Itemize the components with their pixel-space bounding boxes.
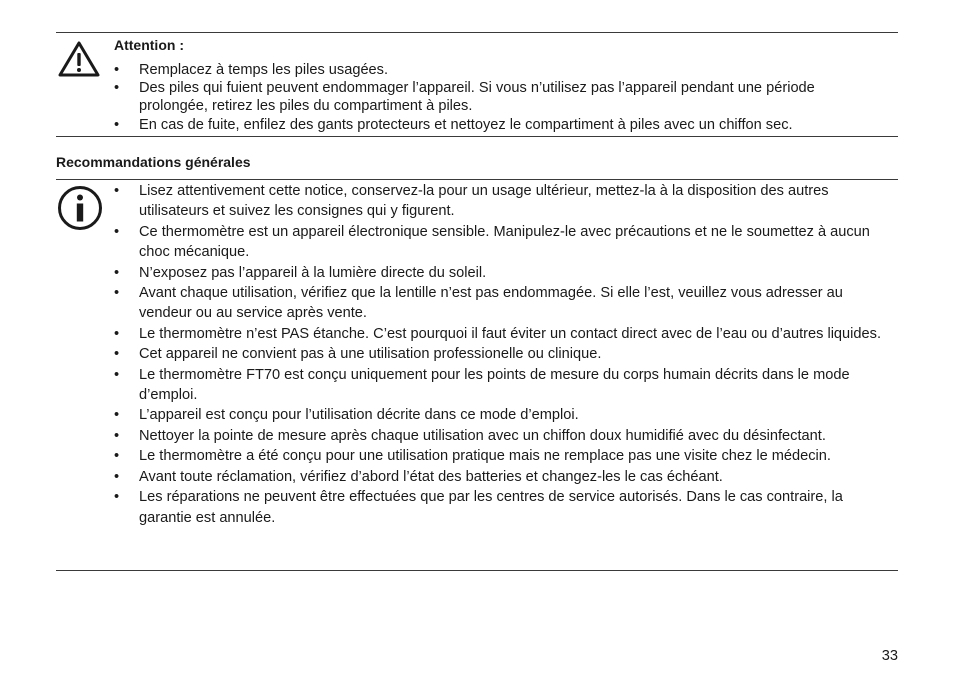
list-item: • Les réparations ne peuvent être effectuées que par les centres de service autorisés. Dans le cas contraire, la garantie est annulée.: [114, 487, 898, 528]
list-item: • En cas de fuite, enfilez des gants protecteurs et nettoyez le compartiment à piles avec un chiffon sec.: [114, 116, 874, 134]
list-item: • Lisez attentivement cette notice, conservez-la pour un usage ultérieur, mettez-la à la disposition des autres utilisateurs et suivez les consignes qui y figurent.: [114, 181, 898, 222]
list-item: • Cet appareil ne convient pas à une utilisation professionelle ou clinique.: [114, 344, 898, 364]
bottom-rule: [56, 570, 898, 571]
list-item: • Des piles qui fuient peuvent endommager l’appareil. Si vous n’utilisez pas l’appareil pendant une période prolongée, retirez les piles du compartiment à piles.: [114, 79, 874, 115]
recommendations-list: [114, 181, 898, 528]
list-item: • Le thermomètre n’est PAS étanche. C’est pourquoi il faut éviter un contact direct avec de l’eau ou d’autres liquides.: [114, 324, 898, 344]
section-rule: [56, 179, 898, 180]
list-item: • Le thermomètre FT70 est conçu uniquement pour les points de mesure du corps humain décrits dans le mode d’emploi.: [114, 365, 898, 406]
list-item: • L’appareil est conçu pour l’utilisation décrite dans ce mode d’emploi.: [114, 405, 898, 425]
list-item: • N’exposez pas l’appareil à la lumière directe du soleil.: [114, 263, 898, 283]
attention-bottom-rule: [56, 136, 898, 137]
list-item: • Ce thermomètre est un appareil électronique sensible. Manipulez-le avec précautions et ne le soumettez à aucun choc mécanique.: [114, 222, 898, 263]
list-item: • Nettoyer la pointe de mesure après chaque utilisation avec un chiffon doux humidifié avec du désinfectant.: [114, 426, 898, 446]
section-title: Recommandations générales: [56, 154, 251, 170]
attention-title: Attention :: [114, 37, 184, 53]
list-item: • Le thermomètre a été conçu pour une utilisation pratique mais ne remplace pas une visite chez le médecin.: [114, 446, 898, 466]
page-number: 33: [881, 648, 898, 664]
attention-list: [114, 61, 874, 134]
list-item: • Avant toute réclamation, vérifiez d’abord l’état des batteries et changez-les le cas échéant.: [114, 467, 898, 487]
warning-triangle-icon: [57, 40, 101, 78]
list-item: • Remplacez à temps les piles usagées.: [114, 61, 874, 79]
top-rule: [56, 32, 898, 33]
info-icon: [57, 185, 103, 231]
list-item: • Avant chaque utilisation, vérifiez que la lentille n’est pas endommagée. Si elle l’est, veuillez vous adresser au vendeur ou au service après vente.: [114, 283, 898, 324]
